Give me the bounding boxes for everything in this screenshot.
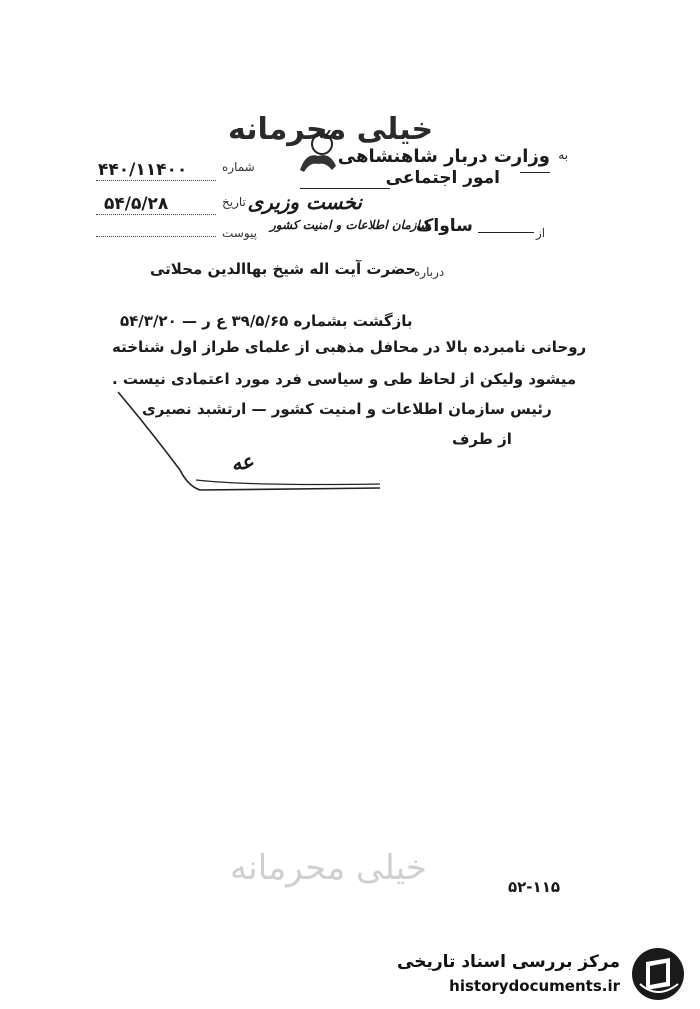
reference-line: بازگشت بشماره ۳۹/۵/۶۵ ع ر — ۵۴/۳/۲۰ — [120, 312, 413, 330]
subject-label: درباره — [414, 265, 445, 279]
handwritten-signature: ع‍ه — [230, 448, 257, 476]
watermark-title: مرکز بررسی اسناد تاریخی — [397, 952, 620, 972]
from-label: از — [536, 226, 546, 240]
number-value: ۴۴۰/۱۱۴۰۰ — [98, 160, 188, 180]
from-value: ساواک — [416, 216, 473, 236]
attachment-dotline — [96, 236, 216, 237]
date-dotline — [96, 214, 216, 215]
number-dotline — [96, 180, 216, 181]
faded-classification-stamp: خیلی محرمانه — [230, 848, 427, 888]
pm-office-stamp: نخست وزیری — [247, 190, 362, 214]
to-prefix: به — [558, 148, 568, 162]
archive-logo-icon — [626, 944, 690, 1004]
number-label: شماره — [222, 160, 255, 174]
recipient-line2: امور اجتماعی — [385, 168, 500, 188]
from-underline — [478, 232, 534, 233]
org-name-stamp: سازمان اطلاعات و امنیت کشور — [270, 218, 431, 232]
watermark-url: historydocuments.ir — [449, 977, 620, 995]
date-label: تاریخ — [222, 195, 246, 209]
lion-sun-emblem-icon — [292, 130, 344, 176]
recipient-line1: وزارت دربار شاهنشاهی — [337, 146, 550, 167]
recipient-line2-underline — [300, 188, 390, 189]
on-behalf-label: از طرف — [452, 430, 512, 448]
signatory-line: رئیس سازمان اطلاعات و امنیت کشور — ارتشبد نصیری — [142, 400, 552, 418]
attachment-label: پیوست — [222, 226, 257, 240]
document-number: ۵۲-۱۱۵ — [508, 878, 561, 896]
body-line-1: روحانی نامبرده بالا در محافل مذهبی از علمای طراز اول شناخته — [112, 338, 587, 356]
recipient-underline — [520, 172, 550, 173]
handwritten-bracket-line — [100, 370, 390, 500]
date-value: ۵۴/۵/۲۸ — [104, 194, 169, 214]
subject-value: حضرت آیت اله شیخ بهاالدین محلاتی — [150, 260, 417, 278]
body-line-2: میشود ولیکن از لحاظ طی و سیاسی فرد مورد اعتمادی نیست . — [112, 370, 577, 388]
classification-stamp: خیلی محرمانه — [228, 112, 434, 147]
